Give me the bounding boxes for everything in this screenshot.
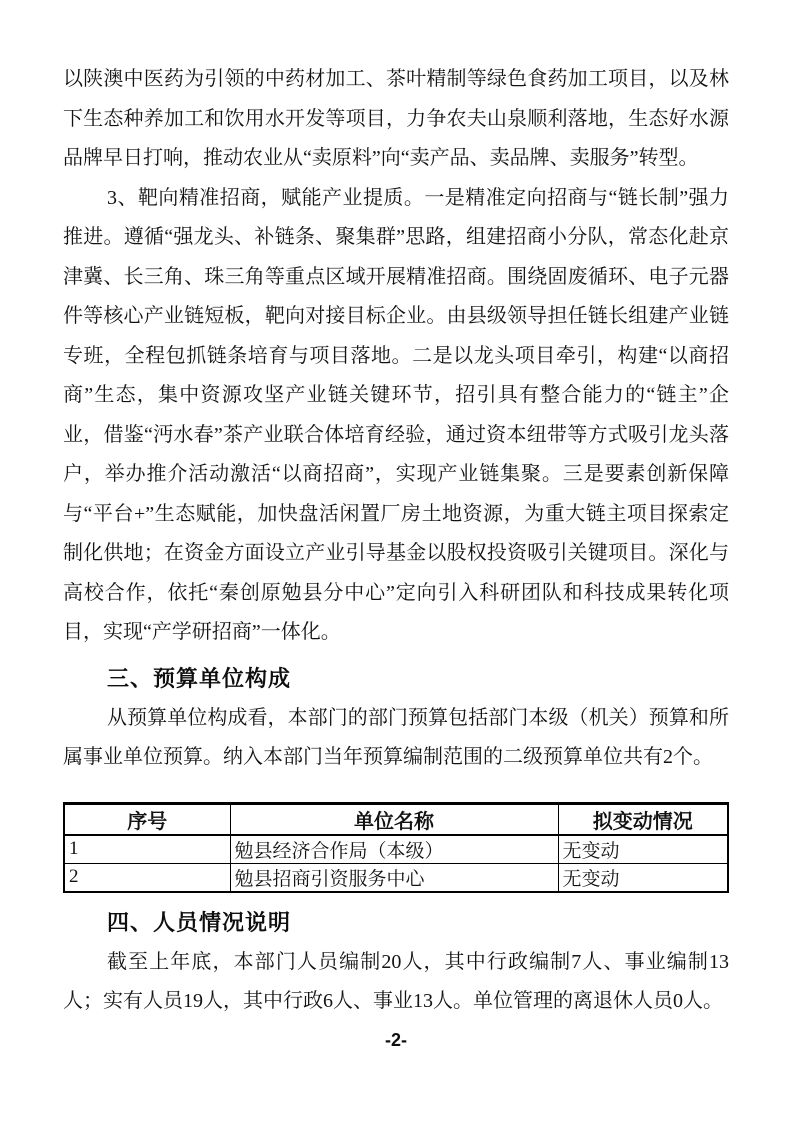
table-header-unit-name: 单位名称 [230,803,558,835]
paragraph-personnel-situation: 截至上年底，本部门人员编制20人，其中行政编制7人、事业编制13人；实有人员19人，其中行政6人、事业13人。单位管理的离退休人员0人。 [63,950,729,1012]
cell-unit-name: 勉县经济合作局（本级） [230,835,558,864]
paragraph-budget-unit-composition: 从预算单位构成看，本部门的部门预算包括部门本级（机关）预算和所属事业单位预算。纳入本部门当年预算编制范围的二级预算单位共有2个。 [63,706,729,768]
table-header-index: 序号 [64,803,230,835]
cell-unit-name: 勉县招商引资服务中心 [230,863,558,892]
table-row [64,835,728,864]
page-number: -2- [385,1029,407,1050]
table-row [64,863,728,892]
cell-planned-change: 无变动 [558,863,728,892]
section-heading-personnel-situation: 四、人员情况说明 [107,909,292,935]
table-header-planned-change: 拟变动情况 [558,803,728,835]
budget-units-table [63,802,729,893]
cell-planned-change: 无变动 [558,835,728,864]
cell-index: 1 [64,835,230,864]
cell-index: 2 [64,863,230,892]
paragraph-agriculture-continuation: 以陕澳中医药为引领的中药材加工、茶叶精制等绿色食药加工项目，以及林下生态种养加工和饮用水开发等项目，力争农夫山泉顺利落地，生态好水源品牌早日打响，推动农业从“卖原料”向“卖产品、卖品牌、卖服务”转型。 [63,68,729,169]
table-header-row [64,803,728,835]
paragraph-targeted-investment: 3、靶向精准招商，赋能产业提质。一是精准定向招商与“链长制”强力推进。遵循“强龙头、补链条、聚集群”思路，组建招商小分队，常态化赴京津冀、长三角、珠三角等重点区域开展精准招商。围绕固废循环、电子元器件等核心产业链短板，靶向对接目标企业。由县级领导担任链长组建产业链专班，全程包抓链条培育与项目落地。二是以龙头项目牵引，构建“以商招商”生态，集中资源攻坚产业链关键环节，招引具有整合能力的“链主”企业，借鉴“沔水春”茶产业联合体培育经验，通过资本纽带等方式吸引龙头落户，举办推介活动激活“以商招商”，实现产业链集聚。三是要素创新保障与“平台+”生态赋能，加快盘活闲置厂房土地资源，为重大链主项目探索定制化供地；在资金方面设立产业引导基金以股权投资吸引关键项目。深化与高校合作，依托“秦创原勉县分中心”定向引入科研团队和科技成果转化项目，实现“产学研招商”一体化。 [63,186,729,643]
section-heading-budget-unit-composition: 三、预算单位构成 [107,665,292,691]
